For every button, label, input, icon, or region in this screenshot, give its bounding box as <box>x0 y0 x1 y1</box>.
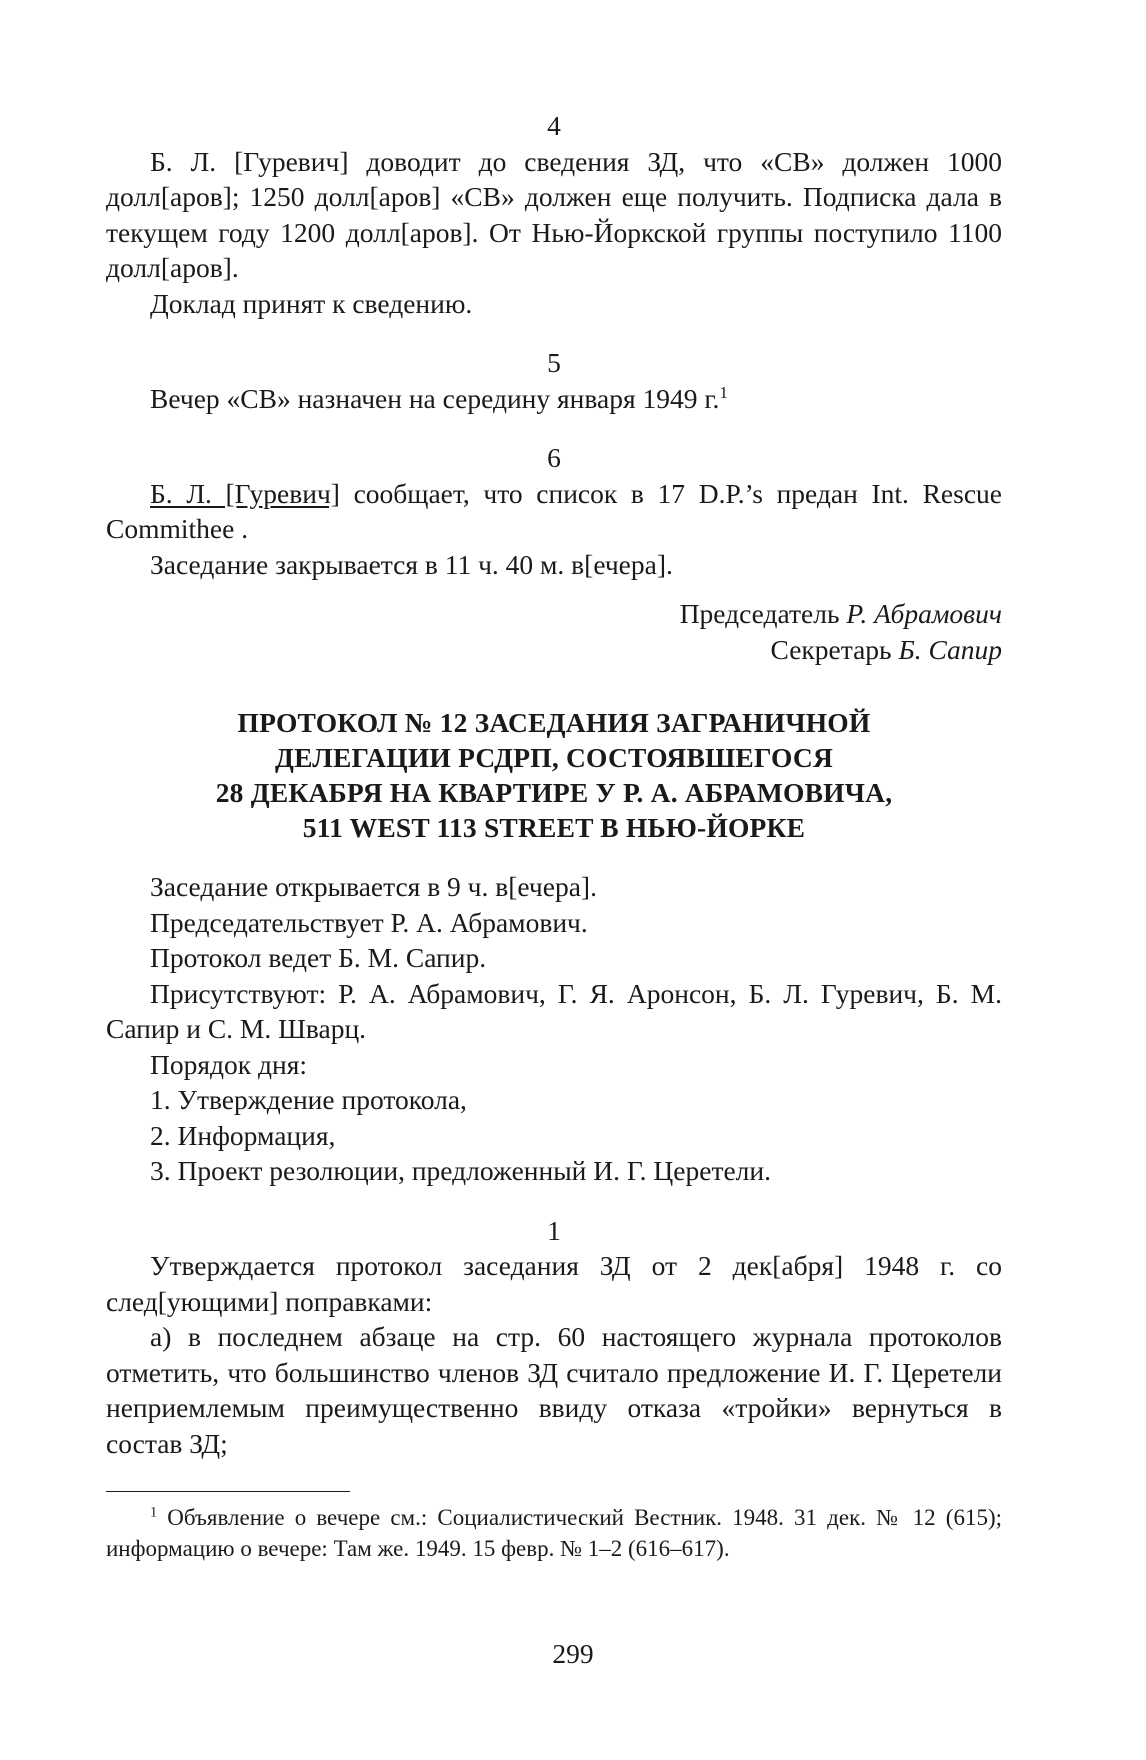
protocol-opening: Заседание открывается в 9 ч. в[ечера]. <box>150 871 597 902</box>
section-number-5: 5 <box>547 347 561 378</box>
footnote-mark: 1 <box>150 1504 158 1521</box>
item-number-1: 1 <box>547 1214 561 1246</box>
underlined-name: Б. Л. [Гуревич] <box>150 477 340 509</box>
heading-line-4: 511 WEST 113 STREET В НЬЮ-ЙОРКЕ <box>302 812 806 843</box>
section-4-paragraph-2: Доклад принят к сведению. <box>150 287 473 319</box>
protocol-heading <box>106 705 1002 845</box>
secretary-signature <box>106 632 1002 668</box>
section-4-paragraph-1: Б. Л. [Гуревич] доводит до сведения ЗД, что «СВ» должен 1000 долл[аров]; 1250 долл[аров] «СВ» должен еще получить. Подписка дала в текущем году 1200 долл[аров]. От Нью-Йоркской группы поступило 1100 долл[аров]. <box>106 145 1002 283</box>
protocol-chair: Председательствует Р. А. Абрамович. <box>150 906 588 938</box>
section-6-paragraph-2: Заседание закрывается в 11 ч. 40 м. в[ечера]. <box>150 548 673 580</box>
footnote <box>106 1502 1002 1564</box>
agenda-label: Порядок дня: <box>150 1048 307 1080</box>
section-number-6: 6 <box>547 442 561 473</box>
section-6-text: сообщает, что список в 17 D.P.’s предан Int. Rescue Commithee . <box>106 477 1002 544</box>
text-column <box>106 108 1002 1564</box>
heading-line-3: 28 ДЕКАБРЯ НА КВАРТИРЕ У Р. А. АБРАМОВИЧА, <box>215 777 893 808</box>
agenda-item-3: 3. Проект резолюции, предложенный И. Г. Церетели. <box>150 1155 771 1186</box>
secretary-name: Б. Сапир <box>898 633 1002 665</box>
heading-line-1: ПРОТОКОЛ № 12 ЗАСЕДАНИЯ ЗАГРАНИЧНОЙ <box>237 707 871 738</box>
chair-role: Председатель <box>679 598 840 629</box>
chair-signature <box>106 596 1002 632</box>
footnote-text: Объявление о вечере см.: Социалистический Вестник. 1948. 31 дек. № 12 (615); информацию о вечере: Там же. 1949. 15 февр. № 1–2 (616–617). <box>106 1505 1002 1561</box>
section-5-paragraph-1 <box>106 381 1002 417</box>
secretary-role: Секретарь <box>770 633 892 665</box>
item-1-paragraph-1: Утверждается протокол заседания ЗД от 2 дек[абря] 1948 г. со след[ующими] поправками: <box>106 1250 1002 1317</box>
agenda-item-2: 2. Информация, <box>150 1119 336 1151</box>
section-number-4: 4 <box>547 110 561 141</box>
agenda-item-1: 1. Утверждение протокола, <box>150 1084 467 1115</box>
footnote-reference: 1 <box>719 382 728 402</box>
section-5-text: Вечер «СВ» назначен на середину января 1949 г. <box>150 382 720 414</box>
item-1-paragraph-2: а) в последнем абзаце на стр. 60 настоящего журнала протоколов отметить, что большинство членов ЗД считало предложение И. Г. Церетели неприемлемым преимущественно ввиду отказа «тройки» вернуться в состав ЗД; <box>106 1321 1002 1459</box>
chair-name: Р. Абрамович <box>846 598 1002 629</box>
protocol-present: Присутствуют: Р. А. Абрамович, Г. Я. Аронсон, Б. Л. Гуревич, Б. М. Сапир и С. М. Шварц. <box>106 977 1002 1044</box>
page-number: 299 <box>552 1638 594 1669</box>
protocol-secretary: Протокол ведет Б. М. Сапир. <box>150 942 487 973</box>
heading-line-2: ДЕЛЕГАЦИИ РСДРП, СОСТОЯВШЕГОСЯ <box>274 742 834 773</box>
section-6-paragraph-1 <box>106 476 1002 547</box>
